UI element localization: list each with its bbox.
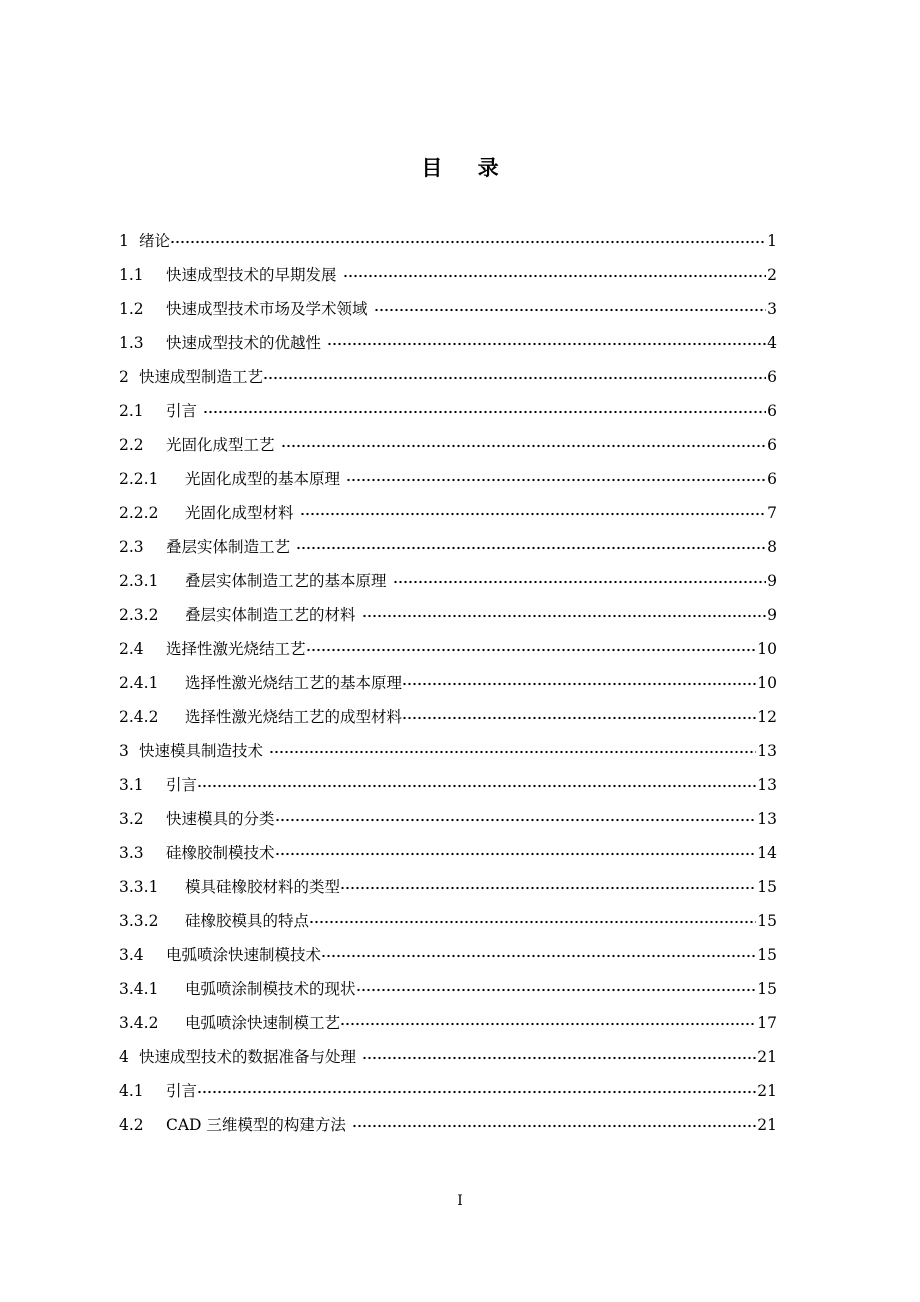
- toc-entry-number: 4.1: [119, 1082, 144, 1100]
- dot-leader: [170, 240, 766, 244]
- dot-leader: [321, 954, 756, 958]
- toc-entry-page: 15: [757, 878, 777, 896]
- toc-entry-page: 6: [767, 402, 777, 420]
- toc-entry-number: 2.2.1: [119, 470, 159, 488]
- dot-leader: [269, 750, 756, 754]
- toc-entry-title: 快速成型技术市场及学术领域: [166, 300, 368, 318]
- page-title: 目 录: [421, 156, 513, 180]
- toc-entry-number: 1.1: [119, 266, 144, 284]
- toc-entry[interactable]: [119, 530, 777, 564]
- dot-leader: [356, 988, 757, 992]
- toc-entry-page: 10: [757, 640, 777, 658]
- toc-entry[interactable]: [119, 734, 777, 768]
- toc-entry-page: 9: [767, 606, 777, 624]
- toc-entry-page: 14: [757, 844, 777, 862]
- toc-entry-page: 13: [757, 810, 777, 828]
- toc-entry-page: 10: [757, 674, 777, 692]
- toc-entry-page: 2: [767, 266, 777, 284]
- dot-leader: [197, 1090, 756, 1094]
- toc-entry-title: 快速成型技术的优越性: [166, 334, 322, 352]
- toc-entry-number: 3: [119, 742, 129, 760]
- toc-entry-title: CAD 三维模型的构建方法: [166, 1116, 346, 1134]
- toc-entry-number: 2.2.2: [119, 504, 159, 522]
- toc-entry-page: 8: [767, 538, 777, 556]
- dot-leader: [309, 920, 756, 924]
- dot-leader: [402, 682, 756, 686]
- toc-entry-title: 叠层实体制造工艺: [166, 538, 291, 556]
- dot-leader: [327, 342, 766, 346]
- toc-entry-title: 选择性激光烧结工艺的成型材料: [185, 708, 403, 726]
- toc-entry-number: 3.4: [119, 946, 144, 964]
- dot-leader: [393, 580, 767, 584]
- dot-leader: [275, 818, 757, 822]
- toc-entry-title: 快速模具的分类: [166, 810, 275, 828]
- dot-leader: [343, 274, 767, 278]
- toc-entry-title: 选择性激光烧结工艺: [166, 640, 306, 658]
- toc-entry-title: 硅橡胶模具的特点: [185, 912, 310, 930]
- toc-entry-title: 绪论: [139, 232, 171, 250]
- toc-entry[interactable]: [119, 836, 777, 870]
- toc-entry-page: 15: [757, 980, 777, 998]
- toc-entry-page: 3: [767, 300, 777, 318]
- toc-entry-page: 21: [757, 1116, 777, 1134]
- toc-entry-number: 3.3: [119, 844, 144, 862]
- toc-entry-title: 叠层实体制造工艺的基本原理: [185, 572, 387, 590]
- toc-entry-title: 光固化成型的基本原理: [185, 470, 341, 488]
- toc-entry-page: 6: [767, 470, 777, 488]
- toc-entry[interactable]: [119, 768, 777, 802]
- toc-entry-page: 1: [767, 232, 777, 250]
- toc-entry-title: 电弧喷涂快速制模技术: [166, 946, 322, 964]
- dot-leader: [402, 716, 756, 720]
- toc-entry-page: 13: [757, 742, 777, 760]
- toc-entry-title: 引言: [166, 1082, 198, 1100]
- toc-entry-page: 21: [757, 1048, 777, 1066]
- dot-leader: [306, 648, 757, 652]
- toc-entry-title: 快速成型技术的数据准备与处理: [139, 1048, 357, 1066]
- toc-entry-title: 快速模具制造技术: [139, 742, 264, 760]
- toc-entry-number: 3.4.1: [119, 980, 159, 998]
- dot-leader: [362, 1056, 756, 1060]
- toc-entry-title: 引言: [166, 776, 198, 794]
- toc-entry-number: 1.3: [119, 334, 144, 352]
- toc-entry[interactable]: [119, 938, 777, 972]
- toc-entry-title: 叠层实体制造工艺的材料: [185, 606, 356, 624]
- dot-leader: [362, 614, 767, 618]
- toc-entry-page: 13: [757, 776, 777, 794]
- toc-entry[interactable]: [119, 1006, 777, 1040]
- toc-entry-number: 4.2: [119, 1116, 144, 1134]
- toc-entry-page: 6: [767, 368, 777, 386]
- toc-entry-page: 12: [757, 708, 777, 726]
- toc-entry-number: 2.3.2: [119, 606, 159, 624]
- toc-entry-number: 2.4.1: [119, 674, 159, 692]
- toc-entry-number: 4: [119, 1048, 129, 1066]
- toc-entry[interactable]: [119, 1040, 777, 1074]
- toc-entry-number: 3.4.2: [119, 1014, 159, 1032]
- toc-entry-number: 3.3.2: [119, 912, 159, 930]
- toc-entry-number: 2.3.1: [119, 572, 159, 590]
- toc-entry[interactable]: [119, 632, 777, 666]
- dot-leader: [340, 886, 756, 890]
- toc-entry[interactable]: [119, 802, 777, 836]
- toc-entry-title: 模具硅橡胶材料的类型: [185, 878, 341, 896]
- toc-entry-number: 1.2: [119, 300, 144, 318]
- toc-entry-number: 3.1: [119, 776, 144, 794]
- toc-entry-page: 4: [767, 334, 777, 352]
- dot-leader: [275, 852, 757, 856]
- toc-entry[interactable]: [119, 394, 777, 428]
- dot-leader: [340, 1022, 756, 1026]
- toc-entry-number: 2.1: [119, 402, 144, 420]
- toc-entry[interactable]: [119, 666, 777, 700]
- toc-entry[interactable]: [119, 292, 777, 326]
- toc-entry[interactable]: [119, 972, 777, 1006]
- toc-entry[interactable]: [119, 1108, 777, 1142]
- toc-entry[interactable]: [119, 496, 777, 530]
- toc-entry-title: 电弧喷涂快速制模工艺: [185, 1014, 341, 1032]
- table-of-contents: [119, 224, 777, 1142]
- dot-leader: [346, 478, 766, 482]
- toc-entry-title: 选择性激光烧结工艺的基本原理: [185, 674, 403, 692]
- toc-entry-title: 快速成型技术的早期发展: [166, 266, 337, 284]
- toc-entry-number: 2: [119, 368, 129, 386]
- toc-entry[interactable]: [119, 1074, 777, 1108]
- toc-entry[interactable]: [119, 326, 777, 360]
- toc-entry-number: 1: [119, 232, 129, 250]
- toc-entry[interactable]: [119, 258, 777, 292]
- toc-entry[interactable]: [119, 224, 777, 258]
- toc-entry-number: 2.3: [119, 538, 144, 556]
- toc-entry-number: 3.3.1: [119, 878, 159, 896]
- toc-entry-page: 15: [757, 912, 777, 930]
- dot-leader: [300, 512, 767, 516]
- dot-leader: [281, 444, 767, 448]
- toc-entry-title: 电弧喷涂制模技术的现状: [185, 980, 356, 998]
- toc-entry-title: 引言: [166, 402, 198, 420]
- toc-entry-number: 2.4: [119, 640, 144, 658]
- toc-entry-title: 光固化成型材料: [185, 504, 294, 522]
- toc-entry-title: 快速成型制造工艺: [139, 368, 264, 386]
- toc-entry[interactable]: [119, 564, 777, 598]
- toc-entry-page: 7: [767, 504, 777, 522]
- toc-entry-page: 17: [757, 1014, 777, 1032]
- toc-entry-title: 硅橡胶制模技术: [166, 844, 275, 862]
- dot-leader: [203, 410, 766, 414]
- toc-entry[interactable]: [119, 700, 777, 734]
- toc-entry-page: 9: [767, 572, 777, 590]
- dot-leader: [296, 546, 766, 550]
- toc-entry[interactable]: [119, 870, 777, 904]
- toc-entry-page: 21: [757, 1082, 777, 1100]
- toc-entry-page: 15: [757, 946, 777, 964]
- toc-entry-title: 光固化成型工艺: [166, 436, 275, 454]
- dot-leader: [197, 784, 756, 788]
- toc-entry-page: 6: [767, 436, 777, 454]
- dot-leader: [263, 376, 766, 380]
- toc-entry[interactable]: [119, 428, 777, 462]
- toc-entry-number: 2.4.2: [119, 708, 159, 726]
- toc-entry[interactable]: [119, 598, 777, 632]
- page-number: I: [457, 1193, 463, 1209]
- toc-entry[interactable]: [119, 904, 777, 938]
- toc-entry-number: 2.2: [119, 436, 144, 454]
- toc-entry[interactable]: [119, 462, 777, 496]
- dot-leader: [374, 308, 767, 312]
- toc-entry-number: 3.2: [119, 810, 144, 828]
- toc-entry[interactable]: [119, 360, 777, 394]
- dot-leader: [352, 1124, 756, 1128]
